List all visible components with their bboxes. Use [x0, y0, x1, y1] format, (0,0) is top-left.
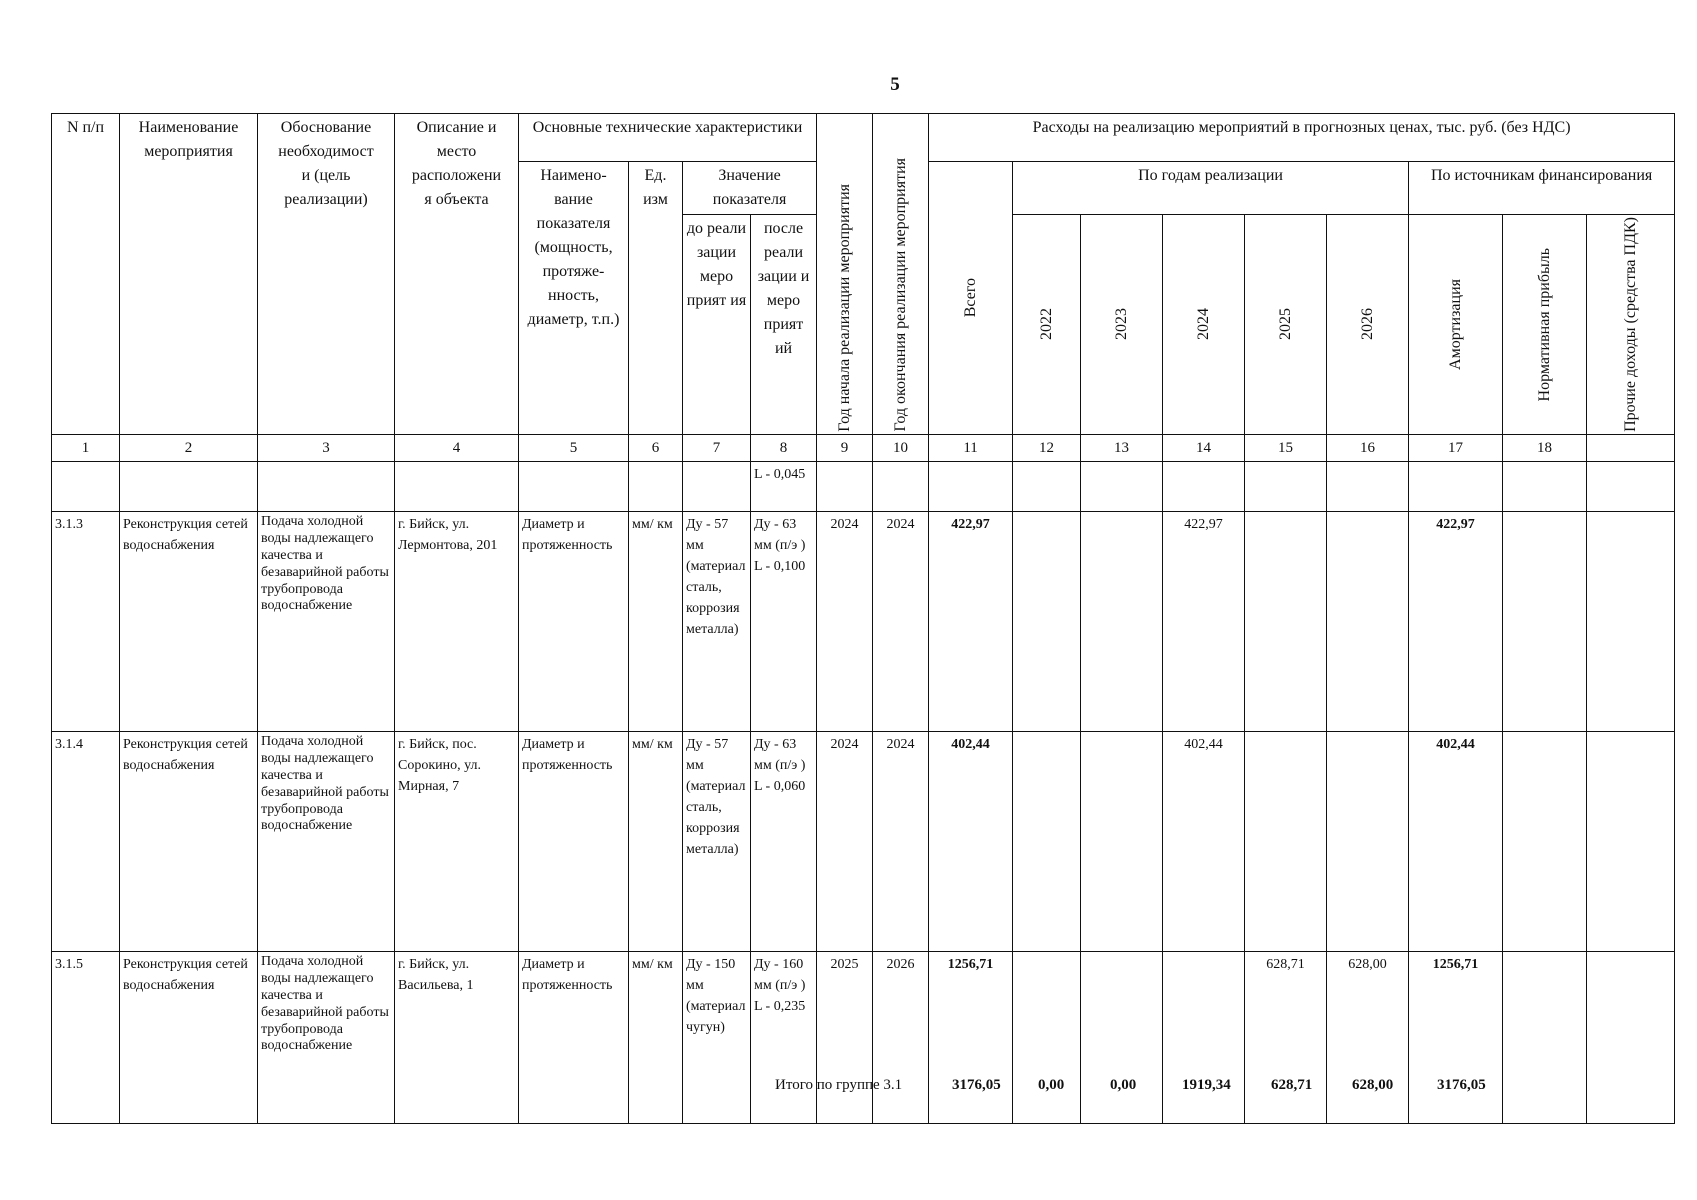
header-value: Значение показателя: [683, 162, 817, 215]
row-name: Реконструкция сетей водоснабжения: [120, 952, 258, 1124]
row-before: Ду - 150 мм (материал чугун): [683, 952, 751, 1124]
row-total: 402,44: [929, 732, 1013, 952]
row-2023: [1081, 952, 1163, 1124]
header-reason: Обоснование необходимост и (цель реализации): [258, 114, 395, 435]
totals-2024: 1919,34: [1182, 1077, 1231, 1093]
row-desc: г. Бийск, пос. Сорокино, ул. Мирная, 7: [395, 732, 519, 952]
row-2022: [1013, 732, 1081, 952]
header-norm-profit: Нормативная прибыль: [1503, 215, 1587, 435]
col-number: 2: [120, 434, 258, 462]
row-unit: мм/ км: [629, 512, 683, 732]
row-total: 422,97: [929, 512, 1013, 732]
row-name: Реконструкция сетей водоснабжения: [120, 732, 258, 952]
row-2023: [1081, 732, 1163, 952]
header-2022: 2022: [1013, 215, 1081, 435]
col-number: 11: [929, 434, 1013, 462]
header-before: до реали зации меро прият ия: [683, 215, 751, 435]
row-amort: 422,97: [1409, 512, 1503, 732]
header-expenses: Расходы на реализацию мероприятий в прогнозных ценах, тыс. руб. (без НДС): [929, 114, 1675, 162]
col-number: 4: [395, 434, 519, 462]
col-number: 10: [873, 434, 929, 462]
row-year-start: 2025: [817, 952, 873, 1124]
header-2026: 2026: [1327, 215, 1409, 435]
header-after: после реали зации и меро прият ий: [751, 215, 817, 435]
row-after: Ду - 63 мм (п/э ) L - 0,060: [751, 732, 817, 952]
row-year-start: 2024: [817, 732, 873, 952]
row-unit: мм/ км: [629, 952, 683, 1124]
row-2024: 422,97: [1163, 512, 1245, 732]
col-number: 15: [1245, 434, 1327, 462]
header-unit: Ед. изм: [629, 162, 683, 435]
header-amort: Амортизация: [1409, 215, 1503, 435]
header-2023: 2023: [1081, 215, 1163, 435]
col-number: 6: [629, 434, 683, 462]
row-year-start: 2024: [817, 512, 873, 732]
row-reason: Подача холодной воды надлежащего качества и безаварийной работы трубопровода водоснабжение: [258, 512, 395, 732]
col-number: 3: [258, 434, 395, 462]
row-reason: Подача холодной воды надлежащего качества и безаварийной работы трубопровода водоснабжение: [258, 952, 395, 1124]
row-amort: 402,44: [1409, 732, 1503, 952]
row-unit: мм/ км: [629, 732, 683, 952]
col-number: 7: [683, 434, 751, 462]
row-indicator: Диаметр и протяженность: [519, 732, 629, 952]
row-total: 1256,71: [929, 952, 1013, 1124]
row-before: Ду - 57 мм (материал сталь, коррозия металла): [683, 512, 751, 732]
table-row: [52, 512, 1675, 732]
header-row-1: [52, 114, 1675, 162]
row-year-end: 2026: [873, 952, 929, 1124]
row-2026: [1327, 732, 1409, 952]
totals-2025: 628,71: [1271, 1077, 1313, 1093]
col-number: 5: [519, 434, 629, 462]
col-number: 8: [751, 434, 817, 462]
row-2023: [1081, 512, 1163, 732]
row-after: Ду - 160 мм (п/э ) L - 0,235: [751, 952, 817, 1124]
row-2026: 628,00: [1327, 952, 1409, 1124]
header-num: N п/п: [52, 114, 120, 435]
header-other-income: Прочие доходы (средства ПДК): [1587, 215, 1675, 435]
row-name: Реконструкция сетей водоснабжения: [120, 512, 258, 732]
header-tech: Основные технические характеристики: [519, 114, 817, 162]
row-2025: [1245, 512, 1327, 732]
totals-total: 3176,05: [952, 1077, 1001, 1093]
header-2024: 2024: [1163, 215, 1245, 435]
row-before: Ду - 57 мм (материал сталь, коррозия металла): [683, 732, 751, 952]
col-number: 18: [1503, 434, 1587, 462]
row-num: 3.1.4: [52, 732, 120, 952]
totals-2023: 0,00: [1110, 1077, 1137, 1093]
row-year-end: 2024: [873, 512, 929, 732]
header-total: Всего: [929, 162, 1013, 435]
col-number: 12: [1013, 434, 1081, 462]
row-2022: [1013, 512, 1081, 732]
carry-after: L - 0,045: [751, 462, 817, 512]
table-row: [52, 732, 1675, 952]
totals-amort: 3176,05: [1437, 1077, 1486, 1093]
row-indicator: Диаметр и протяженность: [519, 512, 629, 732]
row-after: Ду - 63 мм (п/э ) L - 0,100: [751, 512, 817, 732]
row-year-end: 2024: [873, 732, 929, 952]
totals-2026: 628,00: [1352, 1077, 1394, 1093]
header-by-sources: По источникам финансирования: [1409, 162, 1675, 215]
header-year-start: Год начала реализации мероприятия: [817, 114, 873, 435]
header-name: Наименование мероприятия: [120, 114, 258, 435]
col-number: 1: [52, 434, 120, 462]
page-number: 5: [890, 74, 900, 95]
header-indicator: Наимено- вание показателя (мощность, протяже- нность, диаметр, т.п.): [519, 162, 629, 435]
col-number: 9: [817, 434, 873, 462]
row-desc: г. Бийск, ул. Лермонтова, 201: [395, 512, 519, 732]
row-2022: [1013, 952, 1081, 1124]
row-amort: 1256,71: [1409, 952, 1503, 1124]
totals-label: Итого по группе 3.1: [775, 1077, 903, 1093]
col-number: 16: [1327, 434, 1409, 462]
row-num: 3.1.5: [52, 952, 120, 1124]
row-reason: Подача холодной воды надлежащего качества и безаварийной работы трубопровода водоснабжение: [258, 732, 395, 952]
row-desc: г. Бийск, ул. Васильева, 1: [395, 952, 519, 1124]
investment-table: [51, 113, 1675, 1124]
col-number: 13: [1081, 434, 1163, 462]
row-2025: 628,71: [1245, 952, 1327, 1124]
header-by-years: По годам реализации: [1013, 162, 1409, 215]
col-number: 17: [1409, 434, 1503, 462]
row-num: 3.1.3: [52, 512, 120, 732]
table-row: [52, 952, 1675, 1124]
row-2026: [1327, 512, 1409, 732]
header-desc: Описание и место расположени я объекта: [395, 114, 519, 435]
row-indicator: Диаметр и протяженность: [519, 952, 629, 1124]
totals-2022: 0,00: [1038, 1077, 1065, 1093]
carry-over-row: [52, 462, 1675, 512]
row-2025: [1245, 732, 1327, 952]
row-2024: 402,44: [1163, 732, 1245, 952]
header-year-end: Год окончания реализации мероприятия: [873, 114, 929, 435]
row-2024: [1163, 952, 1245, 1124]
column-number-row: [52, 434, 1675, 462]
header-2025: 2025: [1245, 215, 1327, 435]
col-number: 14: [1163, 434, 1245, 462]
